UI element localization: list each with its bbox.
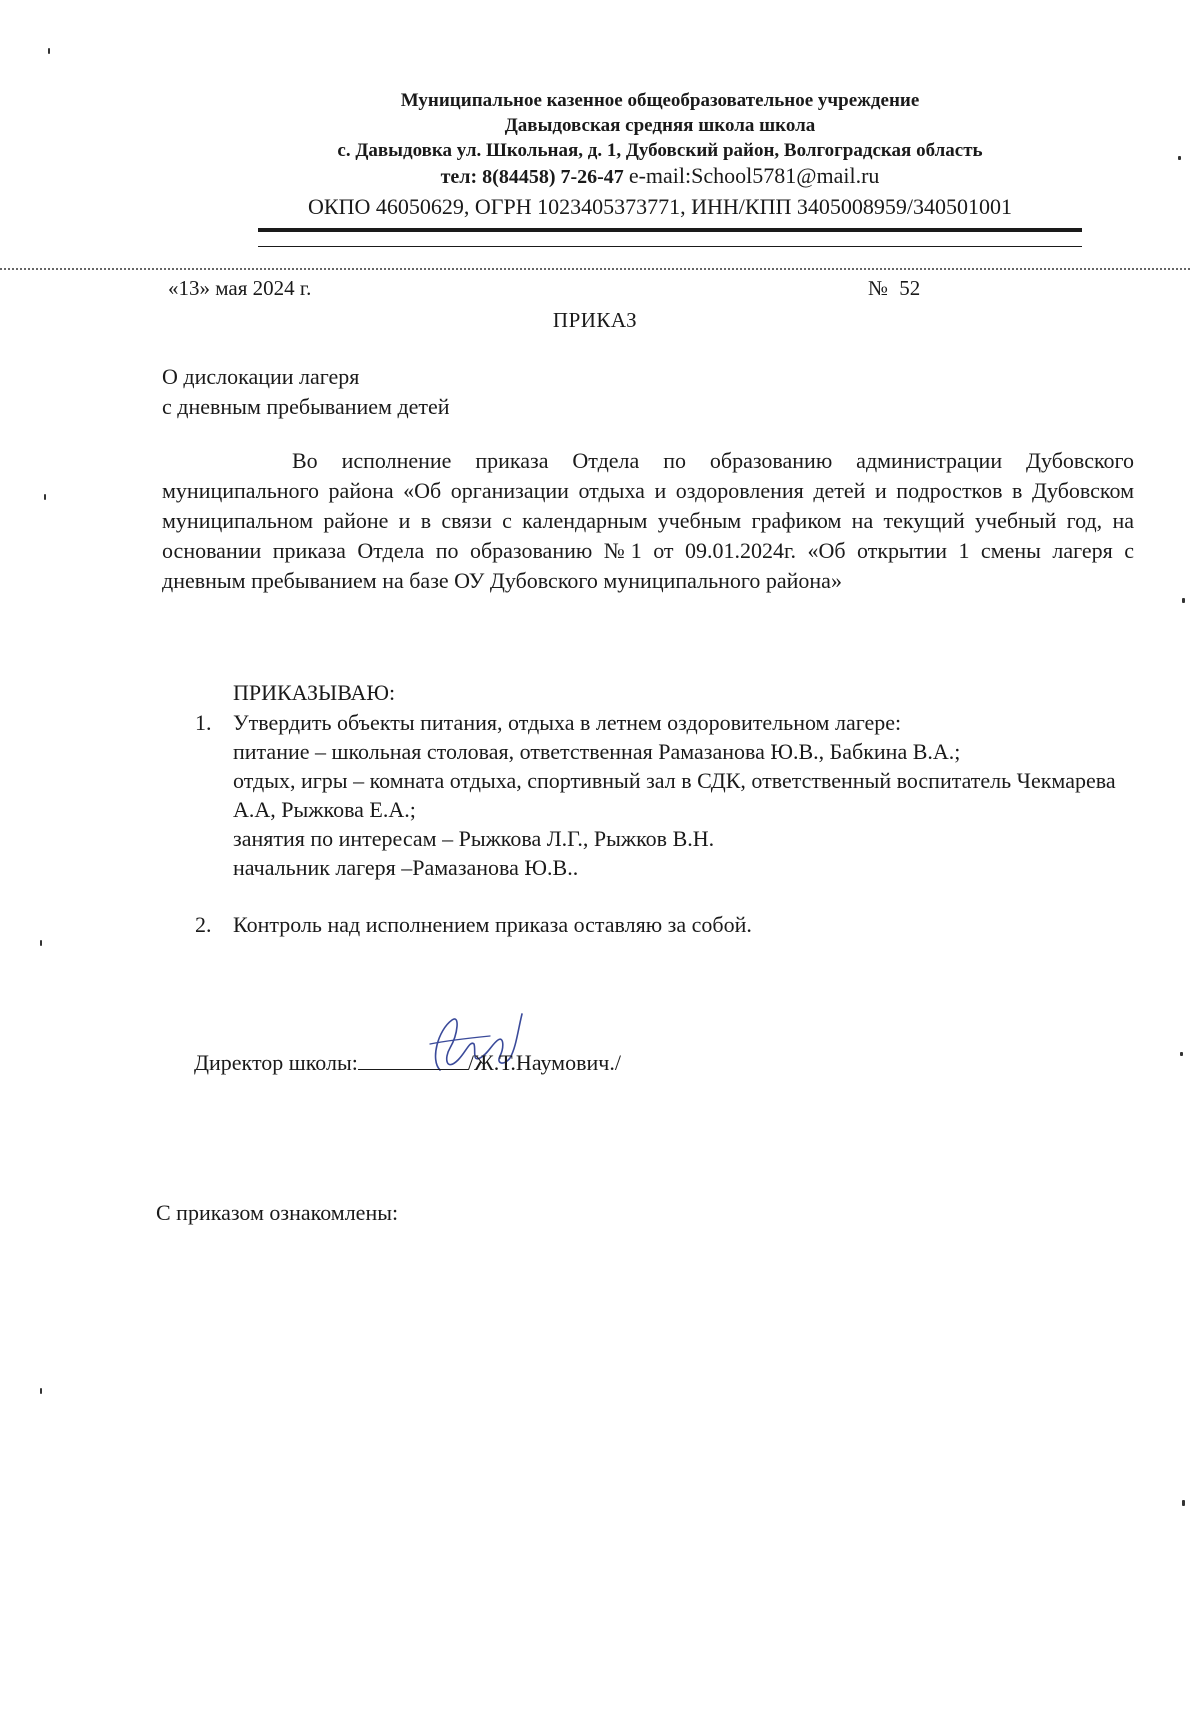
scan-speck xyxy=(40,1388,42,1394)
order-item-line: питание – школьная столовая, ответственная Рамазанова Ю.В., Бабкина В.А.; xyxy=(233,739,961,764)
letterhead-registry-codes: ОКПО 46050629, ОГРН 1023405373771, ИНН/КПП 3405008959/340501001 xyxy=(308,194,1012,219)
scan-speck xyxy=(40,940,42,946)
order-items-list xyxy=(195,708,1140,939)
scan-speck xyxy=(1180,1052,1183,1056)
order-preamble: Во исполнение приказа Отдела по образованию администрации Дубовского муниципального района «Об организации отдыха и оздоровления детей и подростков в Дубовском муниципальном районе и в связи с календарным учебным графиком на текущий учебный год, на основании приказа Отдела по образованию №1 от 09.01.2024г. «Об открытии 1 смены лагеря с дневным пребыванием на базе ОУ Дубовского муниципального района» xyxy=(162,448,1134,593)
order-item-line: Контроль над исполнением приказа оставляю за собой. xyxy=(233,912,752,937)
letterhead-rule-thick-visible-line xyxy=(258,228,1082,232)
order-subject-line-1: О дислокации лагеря xyxy=(162,364,360,389)
acquaintance-note: С приказом ознакомлены: xyxy=(156,1200,399,1225)
scan-speck xyxy=(1182,598,1185,603)
order-item-line: отдых, игры – комната отдыха, спортивный зал в СДК, ответственный воспитатель Чекмарева А.А, Рыжкова Е.А.; xyxy=(233,768,1116,822)
signature-line xyxy=(358,1051,468,1070)
order-number: № 52 xyxy=(868,276,921,300)
scan-speck xyxy=(44,494,46,500)
order-item-line: начальник лагеря –Рамазанова Ю.В.. xyxy=(233,855,579,880)
order-subject xyxy=(162,362,450,422)
order-subject-line-2: с дневным пребыванием детей xyxy=(162,394,450,419)
letterhead-contacts xyxy=(250,163,1070,190)
letterhead-email: e-mail:School5781@mail.ru xyxy=(628,163,880,188)
document-title: ПРИКАЗ xyxy=(552,308,638,332)
order-item-1 xyxy=(195,708,1140,882)
order-date: «13» мая 2024 г. xyxy=(168,276,312,300)
handwritten-signature xyxy=(400,1000,540,1090)
order-item-number: 1. xyxy=(195,710,212,735)
letterhead-institution: Муниципальное казенное общеобразовательное учреждение xyxy=(400,90,920,111)
order-item-number: 2. xyxy=(195,912,212,937)
scan-artifact-dotted-line xyxy=(0,268,1190,270)
signature-block xyxy=(194,1050,621,1076)
order-item-2 xyxy=(195,910,1140,939)
letterhead-rule-thin-visible-line xyxy=(258,246,1082,247)
signature-name: /Ж.Т.Наумович./ xyxy=(467,1050,621,1075)
scan-speck xyxy=(48,48,50,54)
order-directive-heading: ПРИКАЗЫВАЮ: xyxy=(233,680,396,705)
signature-label: Директор школы: xyxy=(194,1050,358,1075)
letterhead-school-name: Давыдовская средняя школа школа xyxy=(504,115,816,136)
order-item-line: занятия по интересам – Рыжкова Л.Г., Рыжков В.Н. xyxy=(233,826,715,851)
letterhead xyxy=(250,88,1070,222)
letterhead-phone: тел: 8(84458) 7-26-47 xyxy=(440,166,624,188)
letterhead-address: с. Давыдовка ул. Школьная, д. 1, Дубовский район, Волгоградская область xyxy=(337,140,983,161)
scan-speck xyxy=(1178,156,1181,160)
order-item-line: Утвердить объекты питания, отдыха в летнем оздоровительном лагере: xyxy=(233,710,902,735)
scan-speck xyxy=(1182,1500,1185,1506)
